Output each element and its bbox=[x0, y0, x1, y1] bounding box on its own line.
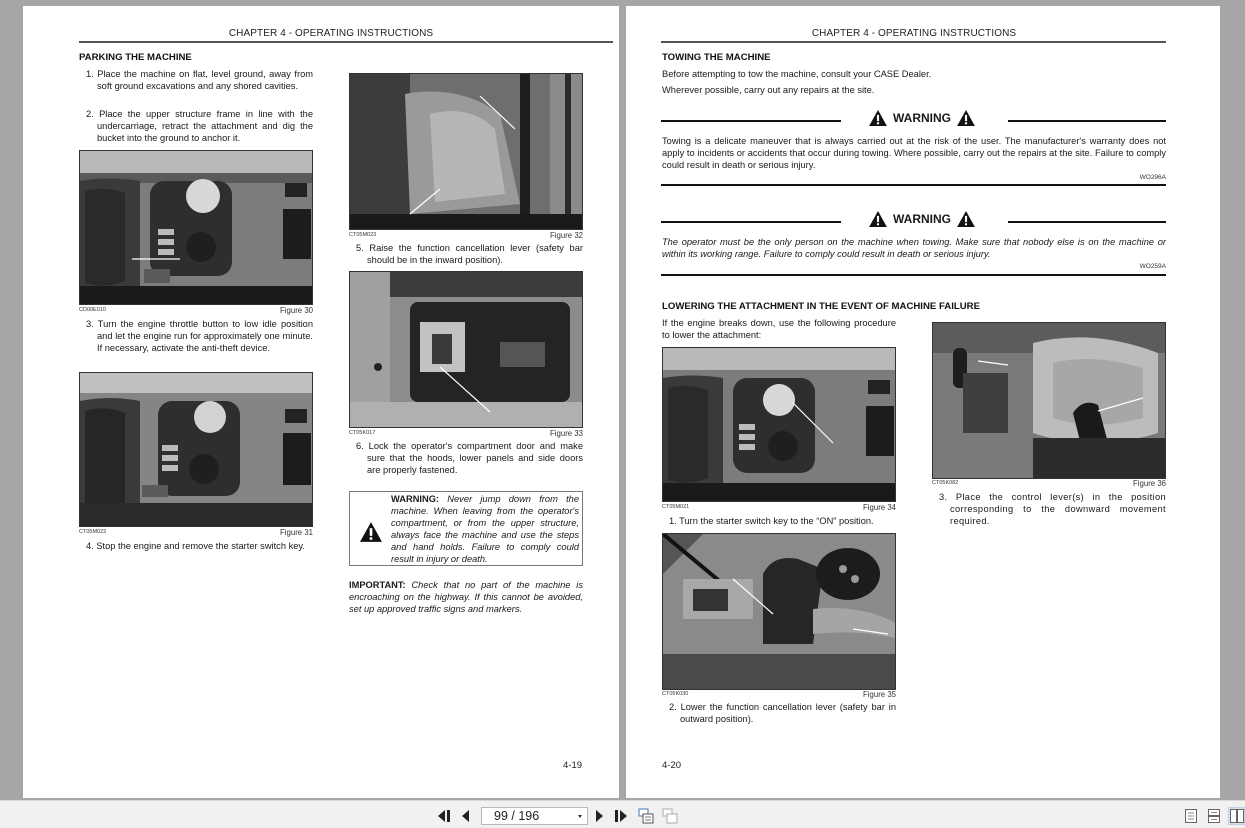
step-3: 3. Turn the engine throttle button to low idle position and let the engine run for approximately one minute. If necessary, activate the anti-theft device. bbox=[86, 319, 313, 353]
page-number: 4-20 bbox=[662, 760, 682, 771]
previous-page-button[interactable] bbox=[458, 808, 474, 824]
continuous-scroll-icon bbox=[1208, 809, 1220, 823]
towing-para-1: Before attempting to tow the machine, consult your CASE Dealer. bbox=[662, 69, 932, 79]
warning-text: Towing is a delicate maneuver that is always carried out at the risk of the user. The manufacturer's warranty does not apply to incidents or accidents that occur during towing. Where possible, carry out the repairs at the site. Failure to comply could result in death or serious injury. bbox=[662, 136, 1166, 170]
section-title-parking: PARKING THE MACHINE bbox=[79, 52, 192, 63]
divider bbox=[661, 221, 841, 223]
divider bbox=[661, 274, 1166, 276]
figure-label: Figure 35 bbox=[863, 690, 896, 699]
lowering-step-3: 3. Place the control lever(s) in the position corresponding to the downward movement required. bbox=[939, 492, 1166, 526]
page-number: 4-19 bbox=[563, 760, 583, 771]
warning-icon bbox=[360, 522, 382, 542]
figure-label: Figure 34 bbox=[863, 503, 896, 512]
figure-35-image bbox=[662, 533, 896, 690]
step-1: 1. Place the machine on flat, level ground, away from soft ground excavations and any shored cavities. bbox=[86, 69, 313, 91]
figure-34-image bbox=[662, 347, 896, 502]
two-page-icon bbox=[1230, 809, 1244, 823]
warning-heading bbox=[661, 211, 1166, 231]
page-4-20 bbox=[626, 6, 1220, 798]
page-number-select[interactable] bbox=[481, 807, 588, 825]
copy-page-button[interactable] bbox=[638, 808, 654, 824]
navigation-toolbar bbox=[0, 800, 1245, 828]
first-page-icon bbox=[438, 810, 452, 822]
figure-label: Figure 32 bbox=[550, 231, 583, 240]
divider bbox=[661, 120, 841, 122]
figure-code: CT05M021 bbox=[662, 504, 690, 510]
figure-code: CT05K017 bbox=[349, 430, 376, 436]
warning-label: WARNING: bbox=[391, 494, 440, 504]
header-rule bbox=[661, 41, 1166, 43]
figure-label: Figure 31 bbox=[280, 528, 313, 537]
copy-page-icon bbox=[638, 808, 654, 824]
two-page-view-button[interactable] bbox=[1228, 807, 1245, 825]
lowering-step-2: 2. Lower the function cancellation lever (safety bar in outward position). bbox=[669, 702, 896, 724]
warning-box bbox=[349, 491, 583, 566]
step-5: 5. Raise the function cancellation lever (safety bar should be in the inward position). bbox=[356, 243, 583, 265]
compare-pages-icon bbox=[662, 808, 678, 824]
vertical-scrollbar[interactable] bbox=[1232, 0, 1245, 800]
lowering-step-1: 1. Turn the starter switch key to the “ON” position. bbox=[669, 516, 874, 526]
divider bbox=[1008, 221, 1166, 223]
warning-icon bbox=[869, 211, 887, 227]
warning-title: WARNING bbox=[893, 212, 951, 226]
step-2: 2. Place the upper structure frame in line with the undercarriage, retract the attachment and dig the bucket into the ground to anchor it. bbox=[86, 109, 313, 143]
next-page-icon bbox=[594, 810, 604, 822]
first-page-button[interactable] bbox=[437, 808, 453, 824]
important-note bbox=[349, 579, 583, 615]
warning-title: WARNING bbox=[893, 111, 951, 125]
warning-icon bbox=[957, 211, 975, 227]
warning-heading bbox=[661, 110, 1166, 130]
lowering-intro: If the engine breaks down, use the following procedure to lower the attachment: bbox=[662, 318, 896, 340]
figure-label: Figure 30 bbox=[280, 306, 313, 315]
figure-30-image bbox=[79, 150, 313, 305]
figure-32-image bbox=[349, 73, 583, 230]
single-page-view-button[interactable] bbox=[1183, 808, 1199, 824]
section-title-towing: TOWING THE MACHINE bbox=[662, 52, 771, 63]
header-rule bbox=[79, 41, 613, 43]
warning-icon bbox=[869, 110, 887, 126]
towing-para-2: Wherever possible, carry out any repairs at the site. bbox=[662, 85, 875, 95]
important-label: IMPORTANT: bbox=[349, 580, 406, 590]
important-text: Check that no part of the machine is encroaching on the highway. If this cannot be avoided, set up approved traffic signs and markers. bbox=[349, 580, 583, 614]
warning-code: WO259A bbox=[1139, 263, 1166, 270]
last-page-button[interactable] bbox=[613, 808, 629, 824]
previous-page-icon bbox=[461, 810, 471, 822]
figure-33-image bbox=[349, 271, 583, 428]
figure-code: CT05M023 bbox=[349, 232, 377, 238]
figure-code: CT05K082 bbox=[932, 480, 959, 486]
running-head: CHAPTER 4 - OPERATING INSTRUCTIONS bbox=[811, 28, 1017, 39]
figure-label: Figure 36 bbox=[1133, 479, 1166, 488]
warning-icon bbox=[957, 110, 975, 126]
warning-code: WO296A bbox=[1139, 174, 1166, 181]
last-page-icon bbox=[614, 810, 628, 822]
section-title-lowering: LOWERING THE ATTACHMENT IN THE EVENT OF MACHINE FAILURE bbox=[662, 301, 981, 312]
figure-code: CD00E010 bbox=[79, 307, 106, 313]
chevron-down-icon bbox=[578, 815, 582, 818]
divider bbox=[1008, 120, 1166, 122]
page-4-19 bbox=[23, 6, 619, 798]
next-page-button[interactable] bbox=[591, 808, 607, 824]
figure-label: Figure 33 bbox=[550, 429, 583, 438]
figure-36-image bbox=[932, 322, 1166, 479]
step-4: 4. Stop the engine and remove the starter switch key. bbox=[86, 541, 305, 551]
page-indicator: 99 / 196 bbox=[494, 809, 540, 823]
single-page-icon bbox=[1185, 809, 1197, 823]
warning-box-text bbox=[391, 493, 579, 565]
warning-text: Never jump down from the machine. When leaving from the operator's compartment, or from the upper structure, always face the machine and use the steps and hand holds. Failure to comply could result in injury or death. bbox=[391, 494, 579, 564]
step-6: 6. Lock the operator's compartment door and make sure that the hoods, lower panels and side doors are properly fastened. bbox=[356, 441, 583, 475]
warning-text: The operator must be the only person on the machine when towing. Make sure that nobody else is on the machine or within its working range. Failure to comply could result in death or serious injury. bbox=[662, 237, 1166, 259]
running-head: CHAPTER 4 - OPERATING INSTRUCTIONS bbox=[228, 28, 434, 39]
figure-31-image bbox=[79, 372, 313, 527]
divider bbox=[661, 184, 1166, 186]
compare-pages-button[interactable] bbox=[662, 808, 678, 824]
figure-code: CT05K030 bbox=[662, 691, 689, 697]
figure-code: CT05M022 bbox=[79, 529, 107, 535]
continuous-view-button[interactable] bbox=[1206, 808, 1222, 824]
